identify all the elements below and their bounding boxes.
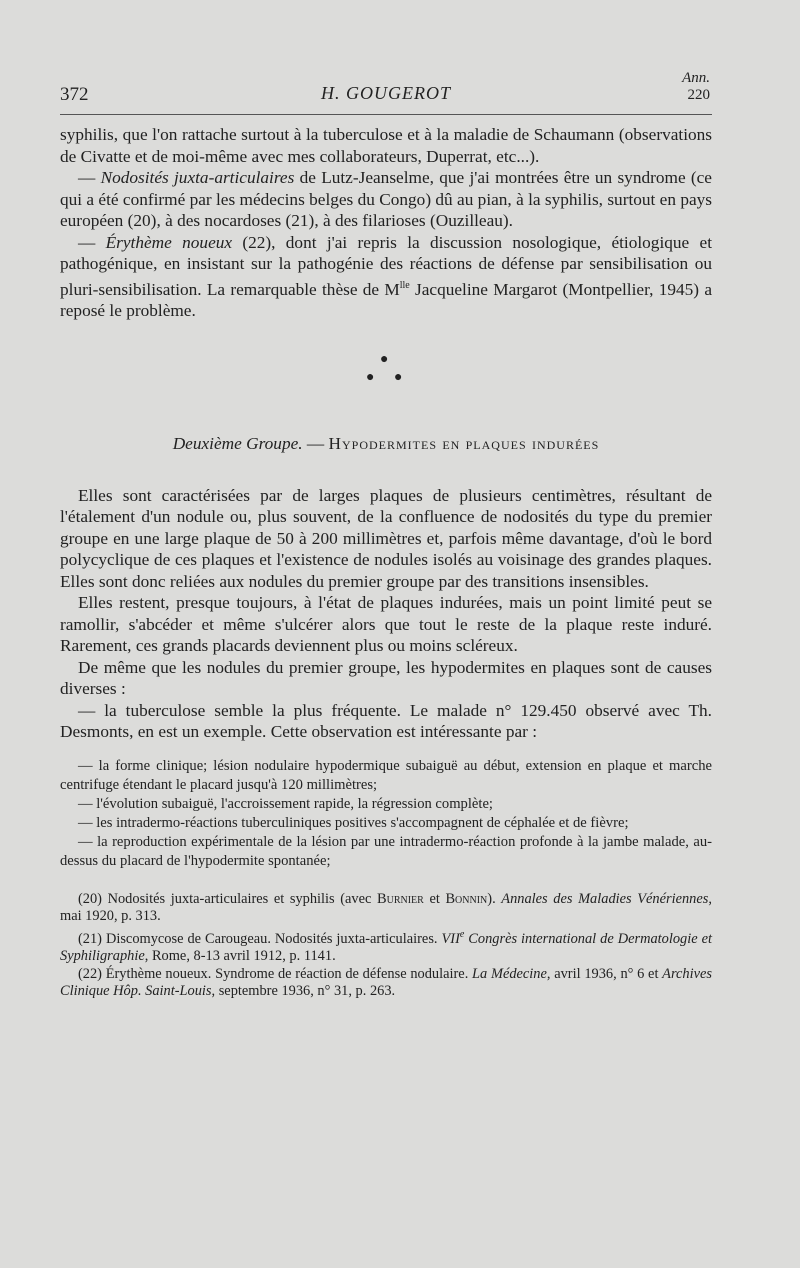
separator-dot: ● bbox=[366, 370, 375, 386]
footnote-22 bbox=[60, 966, 712, 1001]
term-erytheme: Érythème noueux bbox=[105, 232, 233, 252]
section-heading bbox=[60, 433, 712, 455]
separator-dot: ● bbox=[380, 352, 389, 368]
journal-title: La Médecine bbox=[472, 965, 547, 982]
footnote-text: , septembre 1936, n° 31, p. 263. bbox=[211, 983, 396, 1000]
footnote-20 bbox=[60, 891, 712, 926]
paragraph: Elles restent, presque toujours, à l'état de plaques indurées, mais un point limité peut se ramollir, s'abcéder et même s'ulcérer alors que tout le reste de la plaque reste induré. Rarement, ces grands placards deviennent plus ou moins scléreux. bbox=[60, 593, 712, 656]
term-nodosites: Nodosités juxta-articulaires bbox=[100, 168, 295, 187]
footnote-text: , avril 1936, n° 6 et bbox=[546, 965, 663, 982]
intro-paragraph-3 bbox=[60, 232, 712, 322]
congress-number: VII bbox=[441, 930, 460, 947]
running-head: H. GOUGEROT bbox=[321, 83, 451, 103]
footnotes bbox=[60, 891, 712, 1001]
separator-dot: ● bbox=[394, 370, 403, 386]
author-name: Burnier bbox=[377, 890, 424, 907]
list-item: — la forme clinique; lésion nodulaire hypodermique subaiguë au début, extension en plaque et marche centrifuge étendant le placard jusqu'à 120 millimètres; bbox=[60, 757, 712, 793]
dash: — bbox=[78, 168, 101, 187]
paragraph: — la tuberculose semble la plus fréquente. Le malade n° 129.450 observé avec Th. Desmonts, en est un exemple. Cette observation est intéressante par : bbox=[60, 700, 712, 742]
journal-reference bbox=[682, 70, 710, 104]
footnote-text: et bbox=[423, 890, 446, 907]
observation-list bbox=[60, 757, 712, 871]
footnote-text: , mai 1920, p. 313. bbox=[60, 890, 712, 925]
volume-number: 220 bbox=[687, 87, 710, 103]
intro-paragraph-1: syphilis, que l'on rattache surtout à la tuberculose et à la maladie de Schaumann (observations de Civatte et de moi-même avec mes collaborateurs, Duperrat, etc...). bbox=[60, 125, 712, 166]
journal-title: Archives Clinique Hôp. Saint-Louis bbox=[60, 965, 712, 1000]
journal-title: Annales des Maladies Vénériennes bbox=[501, 890, 709, 907]
journal-abbreviation: Ann. bbox=[682, 70, 710, 86]
list-item: — l'évolution subaiguë, l'accroissement rapide, la régression complète; bbox=[78, 795, 493, 812]
superscript-lle: lle bbox=[399, 279, 410, 291]
intro-paragraph-3-end: Jacqueline Margarot (Montpellier, 1945) a reposé le problème. bbox=[60, 279, 713, 320]
intro-paragraph-2 bbox=[60, 167, 712, 232]
list-item: — la reproduction expérimentale de la lésion par une intradermo-réaction profonde à la jambe malade, au-dessus du placard de l'hypodermite spontanée; bbox=[60, 833, 712, 869]
header-rule bbox=[60, 114, 712, 115]
list-item: — les intradermo-réactions tuberculiniques positives s'accompagnent de céphalée et de fièvre; bbox=[78, 814, 629, 831]
page-header bbox=[60, 70, 712, 110]
dash: — bbox=[302, 434, 329, 454]
footnote-text: ). bbox=[487, 890, 502, 907]
intro-paragraph-3-text: (22), dont j'ai repris la discussion nosologique, étiologique et pathogénique, en insistant sur la pathogénie des réactions de défense par sensibilisation ou pluri-sensibilisation. La remarquable thèse de M bbox=[60, 232, 712, 299]
footnote-text: (22) Érythème noueux. Syndrome de réaction de défense nodulaire. bbox=[78, 965, 473, 982]
footnote-text: (20) Nodosités juxta-articulaires et syphilis (avec bbox=[78, 890, 378, 907]
congress-title: Congrès international de Dermatologie et Syphiligraphie bbox=[60, 930, 712, 965]
section-title: Hypodermites en plaques indurées bbox=[328, 434, 600, 454]
paragraph: De même que les nodules du premier groupe, les hypodermites en plaques sont de causes diverses : bbox=[60, 657, 712, 699]
page-number: 372 bbox=[60, 84, 89, 105]
dash: — bbox=[78, 232, 106, 252]
footnote-text: , Rome, 8-13 avril 1912, p. 1141. bbox=[144, 948, 336, 965]
superscript-e: e bbox=[459, 928, 465, 940]
footnote-text: (21) Discomycose de Carougeau. Nodosités juxta-articulaires. bbox=[78, 930, 442, 947]
author-name: Bonnin bbox=[445, 890, 488, 907]
section-group: Deuxième Groupe. bbox=[172, 434, 303, 454]
page-body bbox=[60, 124, 712, 1001]
paragraph: Elles sont caractérisées par de larges plaques de plusieurs centimètres, résultant de l'étalement d'un nodule ou, plus souvent, de la confluence de nodosités du type du premier groupe en une large plaque de 50 à 200 millimètres et, parfois même davantage, d'où le bord polycyclique de ces plaques et l'existence de nodules isolés au voisinage des grandes plaques. Elles sont donc reliées aux nodules du premier groupe par des transitions insensibles. bbox=[60, 485, 712, 591]
section-separator-asterism bbox=[60, 321, 712, 391]
intro-paragraph-2-text: de Lutz-Jeanselme, que j'ai montrées être un syndrome (ce qui a été confirmé par les médecins belges du Congo) dû au pian, à la syphilis, surtout en pays européen (20), à des nocardoses (21), à des filarioses (Ouzilleau). bbox=[60, 168, 712, 230]
footnote-21 bbox=[60, 926, 712, 966]
